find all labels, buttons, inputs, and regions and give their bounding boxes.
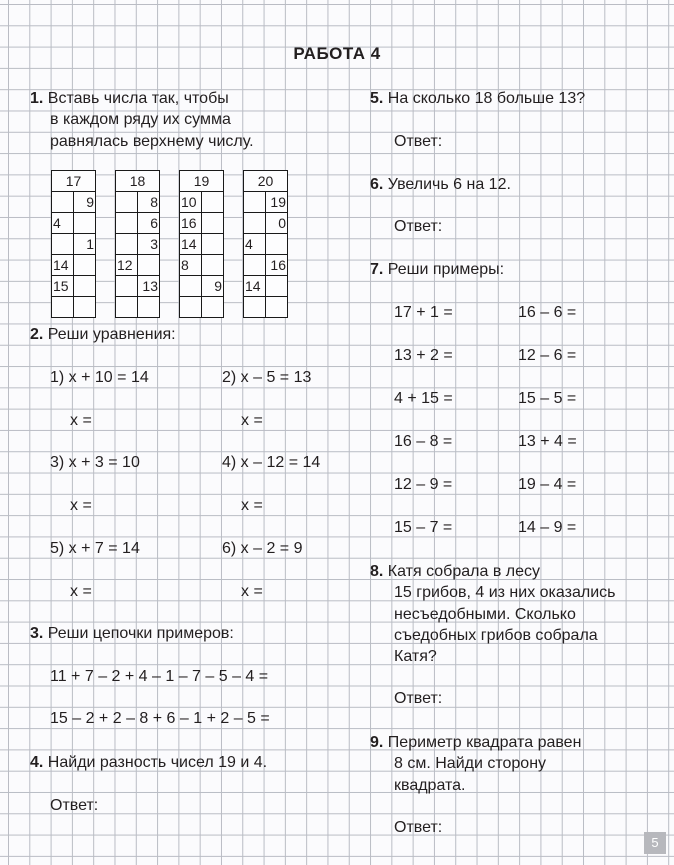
grid-cell[interactable] <box>202 192 224 213</box>
task-8-line-2: 15 грибов, 4 из них оказались <box>394 584 616 602</box>
task-9-line-2: 8 см. Найди сторону <box>394 755 547 773</box>
grid-cell[interactable] <box>202 213 224 234</box>
grid-cell[interactable]: 4 <box>52 213 74 234</box>
grid-cell[interactable] <box>266 234 288 255</box>
task-9-answer: Ответ: <box>394 819 443 836</box>
example-right-3: 15 – 5 = <box>518 390 577 407</box>
grid-cell[interactable] <box>52 297 74 318</box>
grid-cell[interactable]: 3 <box>138 234 160 255</box>
task-9-text <box>370 732 581 796</box>
grid-cell[interactable]: 14 <box>244 276 266 297</box>
grid-cell[interactable] <box>244 213 266 234</box>
task-2-number: 2. <box>30 326 44 343</box>
example-right-2: 12 – 6 = <box>518 347 577 364</box>
grid-cell[interactable]: 8 <box>180 255 202 276</box>
task-1-line-3: равнялась верхнему числу. <box>50 132 254 150</box>
task-8-line-1: Катя собрала в лесу <box>387 563 540 580</box>
grid-target-number: 19 <box>180 171 224 192</box>
example-left-2: 13 + 2 = <box>394 347 453 364</box>
grid-cell[interactable] <box>202 297 224 318</box>
equation-5: 5) x + 7 = 14 <box>50 540 140 557</box>
task-6-answer: Ответ: <box>394 218 443 235</box>
grid-cell[interactable]: 16 <box>266 255 288 276</box>
grid-cell[interactable]: 9 <box>202 276 224 297</box>
task-8-number: 8. <box>370 563 384 580</box>
grid-cell[interactable]: 9 <box>74 192 96 213</box>
grid-cell[interactable]: 6 <box>138 213 160 234</box>
equation-3-answer: x = <box>70 497 92 514</box>
task-6-question: Увеличь 6 на 12. <box>387 176 511 193</box>
task-8-line-5: Катя? <box>394 648 437 666</box>
grid-cell[interactable] <box>74 213 96 234</box>
example-left-4: 16 – 8 = <box>394 433 453 450</box>
task-7-number: 7. <box>370 261 384 278</box>
task-7-instruction: Реши примеры: <box>387 261 505 278</box>
task-2-instruction: Реши уравнения: <box>47 326 176 343</box>
task-7-text <box>370 259 504 280</box>
equation-3: 3) x + 3 = 10 <box>50 454 140 471</box>
equation-2: 2) x – 5 = 13 <box>222 369 312 386</box>
equation-5-answer: x = <box>70 583 92 600</box>
grid-cell[interactable] <box>74 297 96 318</box>
grid-cell[interactable] <box>116 276 138 297</box>
task-6-number: 6. <box>370 176 384 193</box>
task-1-text <box>30 88 254 152</box>
equation-6: 6) x – 2 = 9 <box>222 540 303 557</box>
grid-cell[interactable] <box>244 297 266 318</box>
grid-target-number: 17 <box>52 171 96 192</box>
chain-1: 11 + 7 – 2 + 4 – 1 – 7 – 5 – 4 = <box>50 668 269 685</box>
number-grid-3 <box>179 170 224 318</box>
grid-cell[interactable] <box>180 297 202 318</box>
equation-2-answer: x = <box>241 412 263 429</box>
equation-1: 1) x + 10 = 14 <box>50 369 149 386</box>
grid-cell[interactable]: 4 <box>244 234 266 255</box>
page-title: РАБОТА 4 <box>293 44 381 63</box>
grid-cell[interactable] <box>244 255 266 276</box>
example-left-1: 17 + 1 = <box>394 304 453 321</box>
task-1-line-1: Вставь числа так, чтобы <box>47 90 229 107</box>
task-5-answer: Ответ: <box>394 133 443 150</box>
example-left-5: 12 – 9 = <box>394 476 453 493</box>
grid-target-number: 18 <box>116 171 160 192</box>
number-grid-1 <box>51 170 96 318</box>
example-right-5: 19 – 4 = <box>518 476 577 493</box>
equation-6-answer: x = <box>241 583 263 600</box>
equation-4: 4) x – 12 = 14 <box>222 454 321 471</box>
task-5-question: На сколько 18 больше 13? <box>387 90 586 107</box>
grid-cell[interactable]: 10 <box>180 192 202 213</box>
task-4-text <box>30 752 267 773</box>
grid-cell[interactable] <box>202 255 224 276</box>
page-number-badge: 5 <box>644 832 666 854</box>
grid-cell[interactable]: 14 <box>52 255 74 276</box>
chain-2: 15 – 2 + 2 – 8 + 6 – 1 + 2 – 5 = <box>50 710 270 727</box>
task-8-text <box>370 561 615 667</box>
task-4-answer: Ответ: <box>50 797 99 814</box>
task-2-text <box>30 324 176 345</box>
task-3-instruction: Реши цепочки примеров: <box>47 625 234 642</box>
grid-cell[interactable]: 0 <box>266 213 288 234</box>
equation-1-answer: x = <box>70 412 92 429</box>
grid-cell[interactable]: 14 <box>180 234 202 255</box>
task-5-text <box>370 88 585 109</box>
grid-cell[interactable] <box>138 255 160 276</box>
task-8-answer: Ответ: <box>394 690 443 707</box>
task-4-number: 4. <box>30 754 44 771</box>
task-4-question: Найди разность чисел 19 и 4. <box>47 754 268 771</box>
grid-target-number: 20 <box>244 171 288 192</box>
task-5-number: 5. <box>370 90 384 107</box>
grid-cell[interactable]: 15 <box>52 276 74 297</box>
example-left-6: 15 – 7 = <box>394 519 453 536</box>
grid-cell[interactable] <box>74 255 96 276</box>
example-right-1: 16 – 6 = <box>518 304 577 321</box>
grid-cell[interactable] <box>52 234 74 255</box>
example-right-4: 13 + 4 = <box>518 433 577 450</box>
grid-cell[interactable]: 19 <box>266 192 288 213</box>
task-9-line-1: Периметр квадрата равен <box>387 734 582 751</box>
task-1-line-2: в каждом ряду их сумма <box>50 111 231 129</box>
equation-4-answer: x = <box>241 497 263 514</box>
number-grid-4 <box>243 170 288 318</box>
task-1-number: 1. <box>30 90 44 107</box>
grid-cell[interactable] <box>266 276 288 297</box>
task-9-number: 9. <box>370 734 384 751</box>
task-6-text <box>370 174 511 195</box>
grid-cell[interactable] <box>180 276 202 297</box>
grid-cell[interactable] <box>116 297 138 318</box>
grid-cell[interactable] <box>116 213 138 234</box>
grid-cell[interactable] <box>202 234 224 255</box>
example-left-3: 4 + 15 = <box>394 390 453 407</box>
grid-cell[interactable]: 12 <box>116 255 138 276</box>
grid-cell[interactable] <box>74 276 96 297</box>
task-9-line-3: квадрата. <box>394 776 466 794</box>
grid-cell[interactable]: 1 <box>74 234 96 255</box>
number-grid-2 <box>115 170 160 318</box>
grid-cell[interactable]: 16 <box>180 213 202 234</box>
example-right-6: 14 – 9 = <box>518 519 577 536</box>
grid-cell[interactable]: 8 <box>138 192 160 213</box>
grid-cell[interactable] <box>116 234 138 255</box>
grid-cell[interactable] <box>244 192 266 213</box>
grid-cell[interactable] <box>116 192 138 213</box>
task-3-number: 3. <box>30 625 44 642</box>
grid-cell[interactable] <box>52 192 74 213</box>
grid-cell[interactable] <box>138 297 160 318</box>
task-8-line-4: съедобных грибов собрала <box>394 626 598 644</box>
grid-cell[interactable] <box>266 297 288 318</box>
grid-cell[interactable]: 13 <box>138 276 160 297</box>
task-3-text <box>30 623 234 644</box>
task-8-line-3: несъедобными. Сколько <box>394 605 576 623</box>
